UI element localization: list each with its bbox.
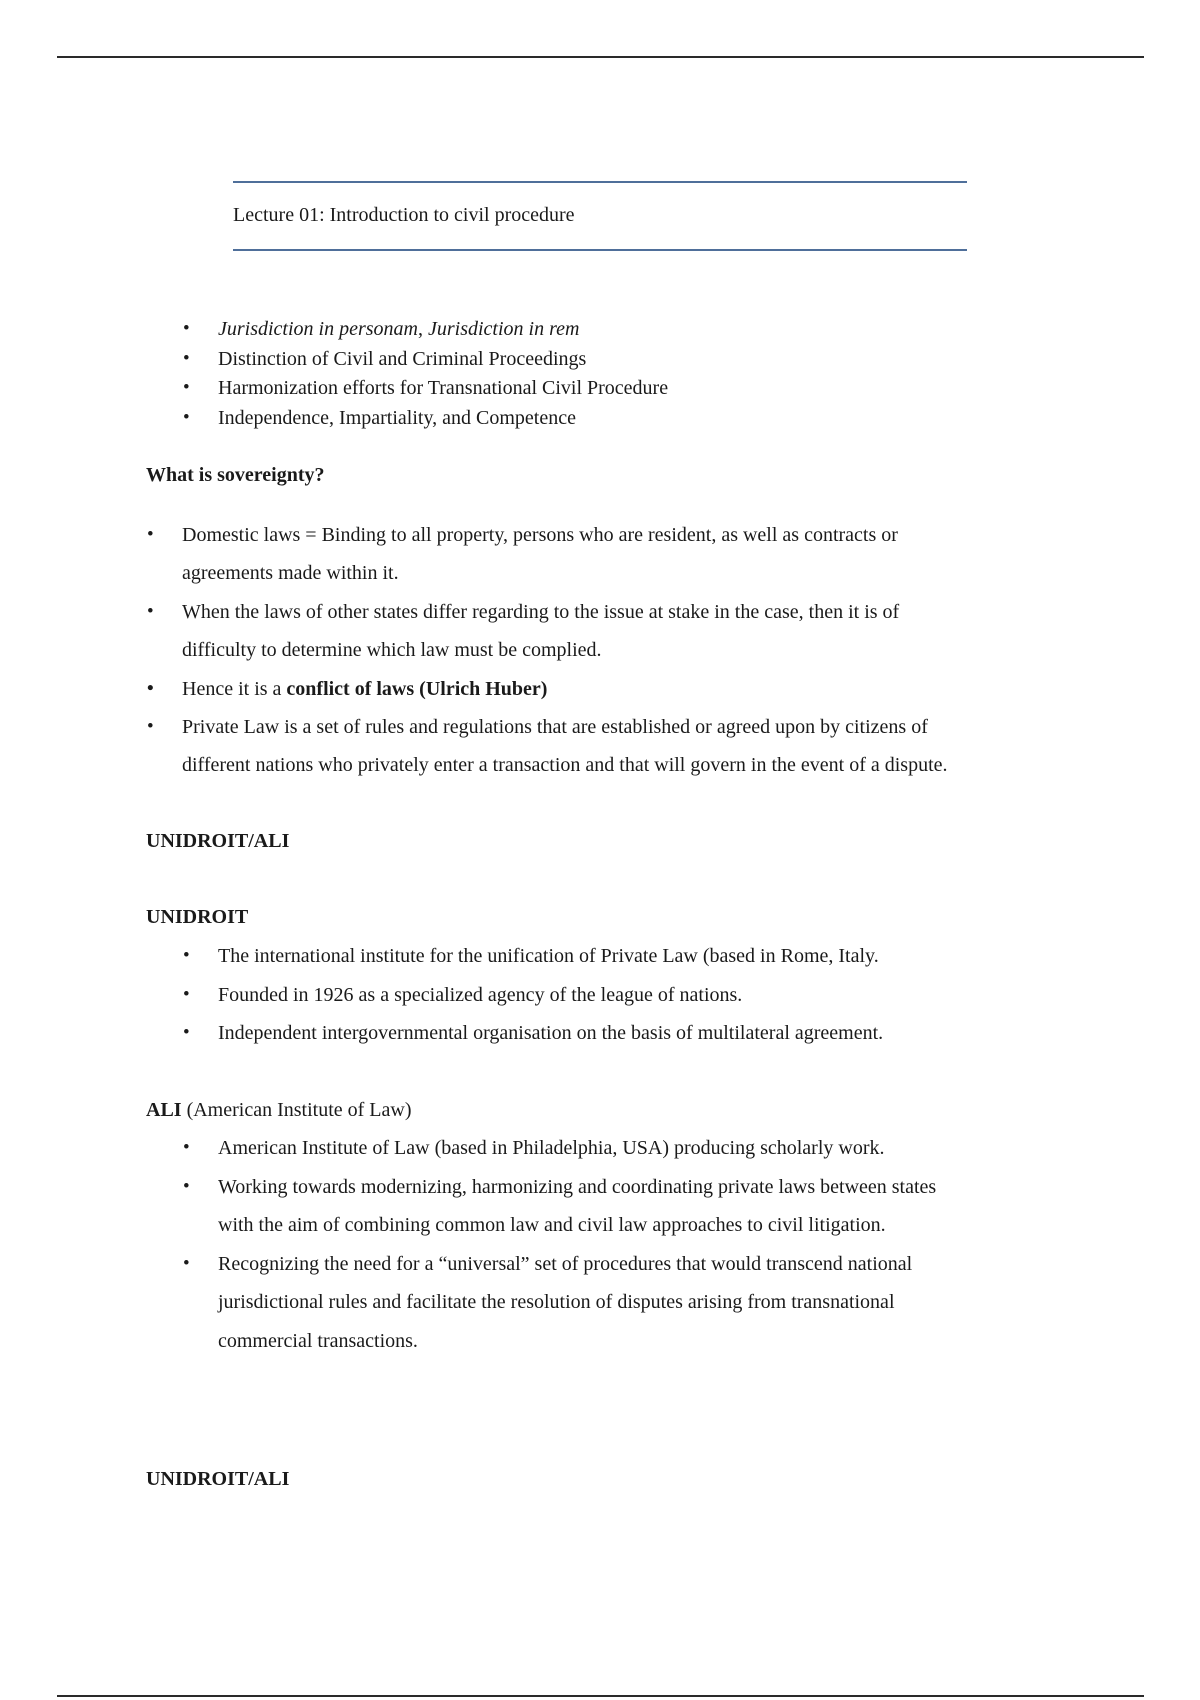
ali-heading-acronym: ALI [146,1099,182,1121]
list-item: When the laws of other states differ regarding to the issue at stake in the case, then it is of [182,601,900,623]
list-item: Working towards modernizing, harmonizing and coordinating private laws between states [218,1176,937,1198]
list-item: Recognizing the need for a “universal” set of procedures that would transcend national [218,1253,913,1275]
page-bottom-rule [57,1695,1144,1697]
list-item-continued: jurisdictional rules and facilitate the resolution of disputes arising from transnational [218,1291,895,1313]
bullet-icon: • [147,601,154,622]
bullet-icon: • [183,1022,190,1043]
bullet-icon: • [183,945,190,966]
bullet-icon: • [183,348,190,369]
list-item: Independent intergovernmental organisation on the basis of multilateral agreement. [218,1022,884,1044]
bullet-icon: • [147,716,154,737]
lecture-title: Lecture 01: Introduction to civil procedure [233,204,575,226]
ali-heading-expansion: (American Institute of Law) [181,1099,412,1121]
list-item-continued: agreements made within it. [182,562,399,584]
bullet-icon: • [183,407,190,428]
sovereignty-heading: What is sovereignty? [146,464,325,486]
title-bottom-rule [233,249,967,251]
list-item: Domestic laws = Binding to all property, persons who are resident, as well as contracts or [182,524,898,546]
unidroit-ali-heading-2: UNIDROIT/ALI [146,1468,290,1490]
bullet-icon: • [183,318,190,339]
list-item: Private Law is a set of rules and regulations that are established or agreed upon by citizens of [182,716,928,738]
topic-jurisdiction-rem: Jurisdiction in rem [428,318,580,340]
conflict-of-laws-term: conflict of laws (Ulrich Huber) [286,678,548,700]
bullet-icon: • [183,377,190,398]
topic-item: Harmonization efforts for Transnational Civil Procedure [218,377,669,399]
list-item-continued: difficulty to determine which law must be complied. [182,639,602,661]
topic-separator: , [418,318,428,340]
bullet-icon: • [183,1176,190,1197]
list-item: The international institute for the unification of Private Law (based in Rome, Italy. [218,945,879,967]
unidroit-heading: UNIDROIT [146,906,249,928]
unidroit-ali-heading: UNIDROIT/ALI [146,830,290,852]
topic-item [218,317,579,341]
list-item: American Institute of Law (based in Philadelphia, USA) producing scholarly work. [218,1137,885,1159]
list-item-continued: different nations who privately enter a transaction and that will govern in the event of a dispute. [182,754,948,776]
bullet-icon: • [183,1137,190,1158]
topic-jurisdiction-personam: Jurisdiction in personam [218,318,418,340]
title-top-rule [233,181,967,183]
list-item: Founded in 1926 as a specialized agency of the league of nations. [218,984,743,1006]
bullet-icon: • [147,524,154,545]
topic-item: Distinction of Civil and Criminal Proceedings [218,348,587,370]
bullet-icon: • [183,984,190,1005]
ali-heading [146,1098,412,1122]
conflict-intro-text: Hence it is a [182,678,287,700]
page-top-rule [57,56,1144,58]
topic-item: Independence, Impartiality, and Competence [218,407,576,429]
list-item-continued: commercial transactions. [218,1330,418,1352]
list-item [182,677,547,701]
bullet-icon: • [147,678,154,699]
bullet-icon: • [183,1253,190,1274]
list-item-continued: with the aim of combining common law and civil law approaches to civil litigation. [218,1214,886,1236]
